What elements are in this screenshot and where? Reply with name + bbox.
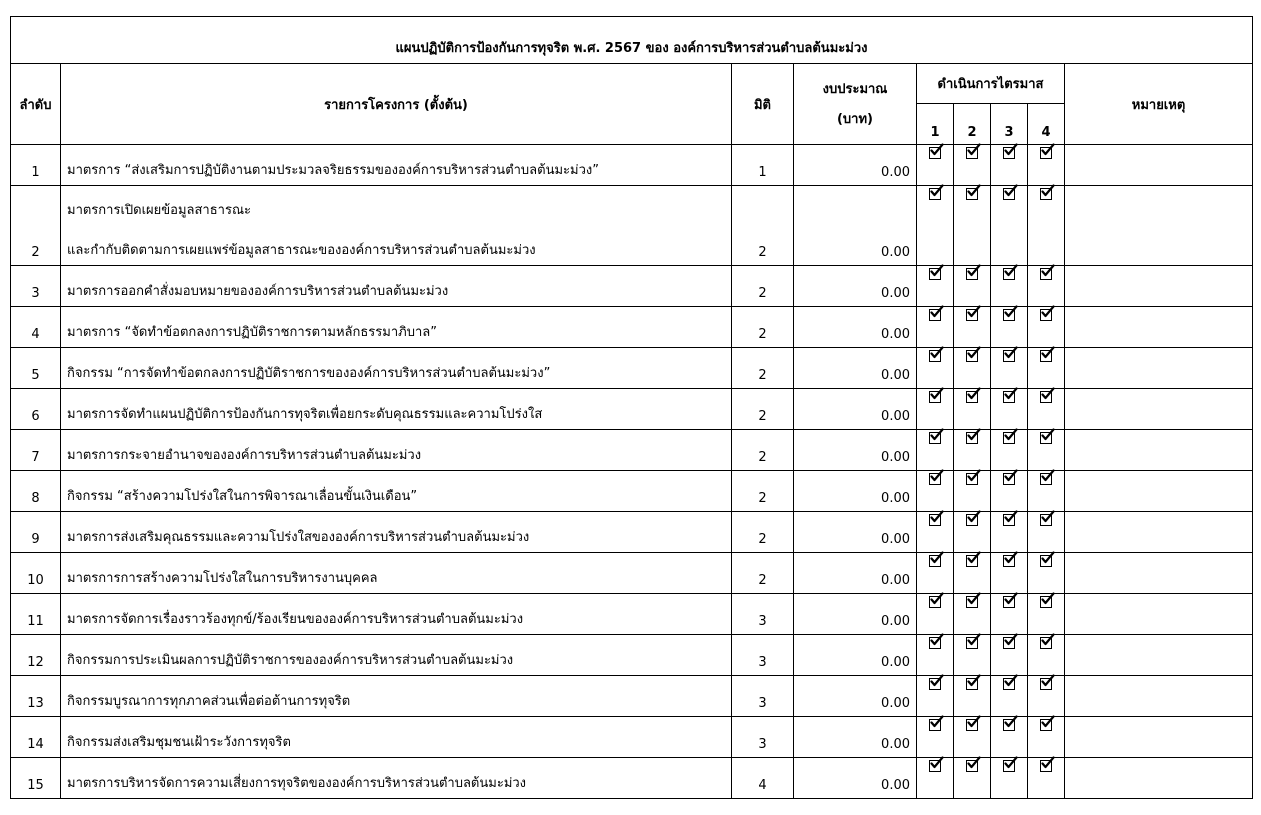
checkbox-checked-icon [1003, 760, 1015, 772]
table-row [11, 186, 1253, 266]
table-row [11, 717, 1253, 758]
row-dimension: 3 [732, 594, 794, 635]
row-dimension: 2 [732, 266, 794, 307]
quarter-3-cell [991, 266, 1028, 307]
quarter-4-cell [1028, 635, 1065, 676]
row-number: 8 [11, 471, 61, 512]
checkbox-checked-icon [1040, 473, 1052, 485]
checkbox-checked-icon [966, 473, 978, 485]
checkbox-checked-icon [1003, 268, 1015, 280]
project-name [61, 186, 732, 266]
checkbox-checked-icon [966, 309, 978, 321]
checkbox-checked-icon [1003, 637, 1015, 649]
row-remark [1065, 348, 1253, 389]
quarter-4-cell [1028, 348, 1065, 389]
row-budget: 0.00 [794, 676, 917, 717]
checkbox-checked-icon [1040, 268, 1052, 280]
checkbox-checked-icon [1003, 350, 1015, 362]
checkbox-checked-icon [929, 473, 941, 485]
project-name-line: มาตรการบริหารจัดการความเสี่ยงการทุจริตขององค์การบริหารส่วนตำบลต้นมะม่วง [67, 776, 527, 791]
quarter-4-cell [1028, 594, 1065, 635]
row-remark [1065, 676, 1253, 717]
checkbox-checked-icon [966, 147, 978, 159]
row-remark [1065, 512, 1253, 553]
checkbox-checked-icon [1040, 514, 1052, 526]
project-name [61, 758, 732, 799]
checkbox-checked-icon [966, 188, 978, 200]
checkbox-checked-icon [929, 760, 941, 772]
row-remark [1065, 145, 1253, 186]
table-row [11, 430, 1253, 471]
quarter-4-cell [1028, 512, 1065, 553]
quarter-2-cell [954, 758, 991, 799]
quarter-4-cell [1028, 717, 1065, 758]
row-remark [1065, 471, 1253, 512]
project-name-line: มาตรการการสร้างความโปร่งใสในการบริหารงานบุคคล [67, 571, 378, 586]
project-name-line: มาตรการ “ส่งเสริมการปฏิบัติงานตามประมวลจริยธรรมขององค์การบริหารส่วนตำบลต้นมะม่วง” [67, 163, 599, 178]
plan-table-body [11, 145, 1253, 799]
header-quarter-3: 3 [991, 104, 1028, 145]
checkbox-checked-icon [1040, 555, 1052, 567]
checkbox-checked-icon [929, 596, 941, 608]
quarter-3-cell [991, 145, 1028, 186]
quarter-4-cell [1028, 307, 1065, 348]
project-name-line: กิจกรรมบูรณาการทุกภาคส่วนเพื่อต่อต้านการทุจริต [67, 694, 351, 709]
quarter-1-cell [917, 758, 954, 799]
quarter-1-cell [917, 512, 954, 553]
row-budget: 0.00 [794, 512, 917, 553]
row-remark [1065, 186, 1253, 266]
row-budget: 0.00 [794, 635, 917, 676]
quarter-3-cell [991, 512, 1028, 553]
table-row [11, 471, 1253, 512]
quarter-4-cell [1028, 676, 1065, 717]
quarter-3-cell [991, 594, 1028, 635]
row-number: 11 [11, 594, 61, 635]
row-number: 4 [11, 307, 61, 348]
quarter-4-cell [1028, 471, 1065, 512]
project-name [61, 717, 732, 758]
row-number: 1 [11, 145, 61, 186]
checkbox-checked-icon [966, 432, 978, 444]
quarter-1-cell [917, 430, 954, 471]
row-budget: 0.00 [794, 348, 917, 389]
project-name-line: มาตรการจัดทำแผนปฏิบัติการป้องกันการทุจริตเพื่อยกระดับคุณธรรมและความโปร่งใส [67, 407, 543, 422]
checkbox-checked-icon [966, 350, 978, 362]
quarter-1-cell [917, 389, 954, 430]
checkbox-checked-icon [1040, 596, 1052, 608]
header-budget-unit: (บาท) [836, 112, 873, 127]
table-row [11, 594, 1253, 635]
header-quarters: ดำเนินการไตรมาส [917, 64, 1065, 104]
checkbox-checked-icon [966, 391, 978, 403]
row-budget: 0.00 [794, 307, 917, 348]
quarter-2-cell [954, 348, 991, 389]
quarter-2-cell [954, 389, 991, 430]
project-name [61, 594, 732, 635]
row-budget: 0.00 [794, 553, 917, 594]
row-dimension: 2 [732, 348, 794, 389]
table-row [11, 512, 1253, 553]
quarter-3-cell [991, 348, 1028, 389]
checkbox-checked-icon [1040, 188, 1052, 200]
project-name [61, 307, 732, 348]
checkbox-checked-icon [1003, 678, 1015, 690]
quarter-2-cell [954, 717, 991, 758]
checkbox-checked-icon [1040, 147, 1052, 159]
quarter-2-cell [954, 471, 991, 512]
quarter-3-cell [991, 717, 1028, 758]
checkbox-checked-icon [966, 760, 978, 772]
checkbox-checked-icon [1003, 555, 1015, 567]
project-name-line: กิจกรรม “การจัดทำข้อตกลงการปฏิบัติราชการขององค์การบริหารส่วนตำบลต้นมะม่วง” [67, 366, 551, 381]
checkbox-checked-icon [929, 188, 941, 200]
checkbox-checked-icon [929, 678, 941, 690]
checkbox-checked-icon [1040, 432, 1052, 444]
row-number: 10 [11, 553, 61, 594]
quarter-1-cell [917, 594, 954, 635]
row-dimension: 3 [732, 717, 794, 758]
row-budget: 0.00 [794, 389, 917, 430]
checkbox-checked-icon [1003, 188, 1015, 200]
checkbox-checked-icon [966, 268, 978, 280]
page-title: แผนปฏิบัติการป้องกันการทุจริต พ.ศ. 2567 ของ องค์การบริหารส่วนตำบลต้นมะม่วง [11, 17, 1253, 64]
project-name [61, 348, 732, 389]
checkbox-checked-icon [1040, 350, 1052, 362]
row-dimension: 2 [732, 186, 794, 266]
project-name [61, 635, 732, 676]
row-dimension: 2 [732, 430, 794, 471]
quarter-2-cell [954, 145, 991, 186]
row-remark [1065, 717, 1253, 758]
row-remark [1065, 307, 1253, 348]
row-dimension: 2 [732, 471, 794, 512]
quarter-3-cell [991, 307, 1028, 348]
row-remark [1065, 389, 1253, 430]
table-row [11, 389, 1253, 430]
checkbox-checked-icon [1003, 473, 1015, 485]
checkbox-checked-icon [1040, 637, 1052, 649]
row-remark [1065, 266, 1253, 307]
header-quarter-2: 2 [954, 104, 991, 145]
header-dimension: มิติ [732, 64, 794, 145]
quarter-3-cell [991, 758, 1028, 799]
row-remark [1065, 635, 1253, 676]
checkbox-checked-icon [1040, 309, 1052, 321]
quarter-3-cell [991, 553, 1028, 594]
row-dimension: 3 [732, 635, 794, 676]
quarter-1-cell [917, 717, 954, 758]
table-row [11, 553, 1253, 594]
row-number: 14 [11, 717, 61, 758]
checkbox-checked-icon [929, 147, 941, 159]
header-remarks: หมายเหตุ [1065, 64, 1253, 145]
header-order: ลำดับ [11, 64, 61, 145]
row-number: 15 [11, 758, 61, 799]
row-budget: 0.00 [794, 186, 917, 266]
checkbox-checked-icon [929, 268, 941, 280]
anti-corruption-plan-table [10, 16, 1253, 799]
row-number: 7 [11, 430, 61, 471]
checkbox-checked-icon [929, 719, 941, 731]
quarter-3-cell [991, 186, 1028, 266]
table-row [11, 676, 1253, 717]
quarter-1-cell [917, 471, 954, 512]
project-name-line: กิจกรรม “สร้างความโปร่งใสในการพิจารณาเลื่อนขั้นเงินเดือน” [67, 489, 418, 504]
checkbox-checked-icon [929, 391, 941, 403]
project-name-line: มาตรการส่งเสริมคุณธรรมและความโปร่งใสขององค์การบริหารส่วนตำบลต้นมะม่วง [67, 530, 530, 545]
quarter-2-cell [954, 635, 991, 676]
checkbox-checked-icon [929, 309, 941, 321]
project-name [61, 145, 732, 186]
row-budget: 0.00 [794, 758, 917, 799]
checkbox-checked-icon [1003, 309, 1015, 321]
quarter-1-cell [917, 145, 954, 186]
checkbox-checked-icon [1003, 514, 1015, 526]
quarter-4-cell [1028, 553, 1065, 594]
checkbox-checked-icon [929, 350, 941, 362]
quarter-4-cell [1028, 266, 1065, 307]
quarter-1-cell [917, 186, 954, 266]
quarter-3-cell [991, 676, 1028, 717]
quarter-2-cell [954, 553, 991, 594]
quarter-4-cell [1028, 145, 1065, 186]
row-dimension: 3 [732, 676, 794, 717]
row-budget: 0.00 [794, 717, 917, 758]
quarter-2-cell [954, 594, 991, 635]
row-budget: 0.00 [794, 266, 917, 307]
quarter-1-cell [917, 348, 954, 389]
table-row [11, 635, 1253, 676]
quarter-4-cell [1028, 389, 1065, 430]
checkbox-checked-icon [1003, 596, 1015, 608]
checkbox-checked-icon [1003, 147, 1015, 159]
checkbox-checked-icon [929, 432, 941, 444]
row-budget: 0.00 [794, 145, 917, 186]
header-quarter-4: 4 [1028, 104, 1065, 145]
project-name [61, 389, 732, 430]
project-name-line: มาตรการกระจายอำนาจขององค์การบริหารส่วนตำบลต้นมะม่วง [67, 448, 422, 463]
project-name [61, 676, 732, 717]
row-number: 6 [11, 389, 61, 430]
project-name [61, 471, 732, 512]
checkbox-checked-icon [1040, 760, 1052, 772]
quarter-3-cell [991, 389, 1028, 430]
quarter-1-cell [917, 676, 954, 717]
table-row [11, 307, 1253, 348]
row-number: 3 [11, 266, 61, 307]
row-dimension: 4 [732, 758, 794, 799]
project-name-line: มาตรการ “จัดทำข้อตกลงการปฏิบัติราชการตามหลักธรรมาภิบาล” [67, 325, 437, 340]
quarter-1-cell [917, 635, 954, 676]
quarter-4-cell [1028, 430, 1065, 471]
row-dimension: 1 [732, 145, 794, 186]
header-budget [794, 64, 917, 145]
table-row [11, 348, 1253, 389]
quarter-4-cell [1028, 186, 1065, 266]
row-remark [1065, 758, 1253, 799]
checkbox-checked-icon [929, 637, 941, 649]
quarter-2-cell [954, 430, 991, 471]
header-budget-label: งบประมาณ [822, 82, 888, 97]
row-dimension: 2 [732, 389, 794, 430]
quarter-3-cell [991, 430, 1028, 471]
project-name-line: กิจกรรมการประเมินผลการปฏิบัติราชการขององค์การบริหารส่วนตำบลต้นมะม่วง [67, 653, 514, 668]
checkbox-checked-icon [966, 596, 978, 608]
project-name-line: มาตรการจัดการเรื่องราวร้องทุกข์/ร้องเรียนขององค์การบริหารส่วนตำบลต้นมะม่วง [67, 612, 524, 627]
checkbox-checked-icon [929, 555, 941, 567]
row-budget: 0.00 [794, 471, 917, 512]
row-remark [1065, 430, 1253, 471]
row-remark [1065, 553, 1253, 594]
quarter-2-cell [954, 307, 991, 348]
quarter-1-cell [917, 307, 954, 348]
project-name [61, 266, 732, 307]
checkbox-checked-icon [929, 514, 941, 526]
row-dimension: 2 [732, 553, 794, 594]
project-name [61, 553, 732, 594]
project-name [61, 430, 732, 471]
checkbox-checked-icon [1040, 391, 1052, 403]
header-quarter-1: 1 [917, 104, 954, 145]
row-number: 13 [11, 676, 61, 717]
table-row [11, 266, 1253, 307]
checkbox-checked-icon [1003, 432, 1015, 444]
table-row [11, 758, 1253, 799]
project-name-line: และกำกับติดตามการเผยแพร่ข้อมูลสาธารณะขององค์การบริหารส่วนตำบลต้นมะม่วง [67, 243, 536, 258]
quarter-1-cell [917, 553, 954, 594]
row-number: 5 [11, 348, 61, 389]
row-dimension: 2 [732, 512, 794, 553]
row-dimension: 2 [732, 307, 794, 348]
project-name [61, 512, 732, 553]
quarter-3-cell [991, 471, 1028, 512]
checkbox-checked-icon [966, 678, 978, 690]
checkbox-checked-icon [966, 514, 978, 526]
quarter-1-cell [917, 266, 954, 307]
quarter-2-cell [954, 266, 991, 307]
row-budget: 0.00 [794, 594, 917, 635]
quarter-2-cell [954, 512, 991, 553]
row-remark [1065, 594, 1253, 635]
quarter-3-cell [991, 635, 1028, 676]
checkbox-checked-icon [1040, 719, 1052, 731]
row-number: 9 [11, 512, 61, 553]
checkbox-checked-icon [1003, 391, 1015, 403]
checkbox-checked-icon [966, 637, 978, 649]
quarter-4-cell [1028, 758, 1065, 799]
checkbox-checked-icon [966, 555, 978, 567]
quarter-2-cell [954, 186, 991, 266]
row-number: 12 [11, 635, 61, 676]
table-row [11, 145, 1253, 186]
project-name-line: มาตรการออกคำสั่งมอบหมายขององค์การบริหารส่วนตำบลต้นมะม่วง [67, 284, 449, 299]
project-name-line: มาตรการเปิดเผยข้อมูลสาธารณะ [67, 203, 251, 218]
header-items: รายการโครงการ (ตั้งต้น) [61, 64, 732, 145]
row-number: 2 [11, 186, 61, 266]
row-budget: 0.00 [794, 430, 917, 471]
quarter-2-cell [954, 676, 991, 717]
project-name-line: กิจกรรมส่งเสริมชุมชนเฝ้าระวังการทุจริต [67, 735, 291, 750]
checkbox-checked-icon [1003, 719, 1015, 731]
checkbox-checked-icon [1040, 678, 1052, 690]
checkbox-checked-icon [966, 719, 978, 731]
